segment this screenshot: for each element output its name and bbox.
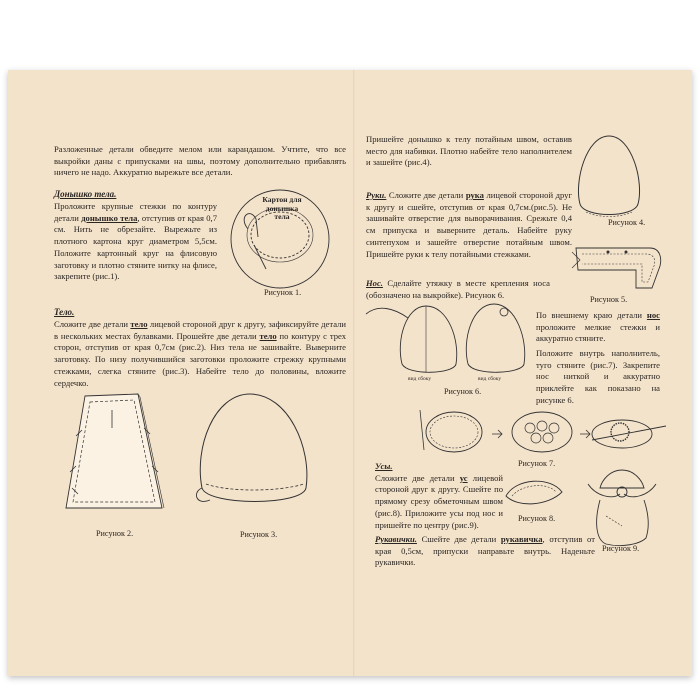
figure-1-label: Картон для донышка тела bbox=[262, 195, 302, 221]
nose-paragraph: Нос. Сделайте утяжку в месте крепления носа (обозначено на выкройке). Рисунок 6. bbox=[366, 278, 550, 300]
side-view-label-1: вид сбоку bbox=[408, 376, 432, 382]
figure-6-caption: Рисунок 6. bbox=[444, 387, 482, 396]
mustache-paragraph: Усы. Сложите две детали ус лицевой стороной друг к другу. Сшейте по прямому срезу обметочным швом (рис.8). Приложите усы под нос и пришейте по центру (рис.9). bbox=[375, 461, 503, 530]
mitten-paragraph: Рукавички. Сшейте две детали рукавичка, отступив от края 0,5см, припуски направьте внутрь. Наденьте рукавички. bbox=[375, 534, 595, 568]
figure-8-mustache-piece bbox=[502, 470, 566, 516]
sew-bottom-paragraph: Пришейте донышко к телу потайным швом, оставив место для набивки. Плотно набейте тело наполнителем и зашейте (рис.4). bbox=[366, 134, 572, 168]
figure-7-caption: Рисунок 7. bbox=[518, 459, 556, 468]
nose-fill-paragraph: Положите внутрь наполнитель, туго стяните (рис.7). Закрепите нос ниткой и аккуратно приклейте как показано на рисунке 6. bbox=[536, 348, 660, 405]
body-paragraph: Сложите две детали тело лицевой стороной друг к другу, зафиксируйте детали в нескольких местах булавками. Прошейте две детали тело по контуру с трех сторон, отступив от края 0,7см (рис.2). Низ тела не зашивайте. Выверните заготовку. По низу получившийся заготовки проложите стрежку крупными стежками, слегка стяните (рис.3). Набейте тело до половины, вложите сердечко. bbox=[54, 319, 346, 388]
instruction-sheet bbox=[8, 70, 692, 676]
intro-paragraph: Разложенные детали обведите мелом или карандашом. Учтите, что все выкройки даны с припусками на швы, поэтому дополнительно прибавлять ничего не надо. Аккуратно вырежьте все детали. bbox=[54, 144, 346, 178]
figure-3-body-stitched bbox=[188, 388, 318, 518]
figure-5-caption: Рисунок 5. bbox=[590, 295, 628, 304]
figure-2-caption: Рисунок 2. bbox=[96, 529, 134, 538]
page-fold bbox=[353, 70, 355, 676]
nose-stitch-paragraph: По внешнему краю детали нос проложите мелкие стежки и аккуратно стяните. bbox=[536, 310, 660, 344]
bottom-paragraph: Проложите крупные стежки по контуру детали донышко тела, отступив от края 0,7 см. Нить не обрезайте. Вырежьте из плотного картона круг диаметром 5,5см. Положите картонный круг на флисовую заготовку и плотно стяните нитку на флисе, закрепите (рис.1). bbox=[54, 201, 218, 282]
side-view-label-2: вид сбоку bbox=[478, 376, 502, 382]
body-heading: Тело. bbox=[54, 307, 75, 317]
arms-paragraph: Руки. Сложите две детали рука лицевой стороной друг к другу и сшейте, отступив от края 0,7см.(рис.5). Не зашивайте отверстие для выворачивания. Срежьте 0,4 см припуска и выверните деталь. Набейте руку синтепухом и зашейте отверстие потайным швом. Пришейте руки к телу потайными стежками. bbox=[366, 190, 572, 259]
bottom-heading: Донышко тела. bbox=[54, 189, 117, 199]
figure-2-body-pattern bbox=[60, 388, 180, 518]
figure-4-stuffed-body bbox=[572, 132, 646, 232]
figure-5-arm-pattern bbox=[570, 240, 666, 296]
figure-9-caption: Рисунок 9. bbox=[602, 544, 640, 553]
figure-4-caption: Рисунок 4. bbox=[608, 218, 646, 227]
figure-6-nose-gathering bbox=[364, 300, 534, 384]
figure-3-caption: Рисунок 3. bbox=[240, 530, 278, 539]
figure-8-caption: Рисунок 8. bbox=[518, 514, 556, 523]
figure-1-caption: Рисунок 1. bbox=[264, 288, 302, 297]
